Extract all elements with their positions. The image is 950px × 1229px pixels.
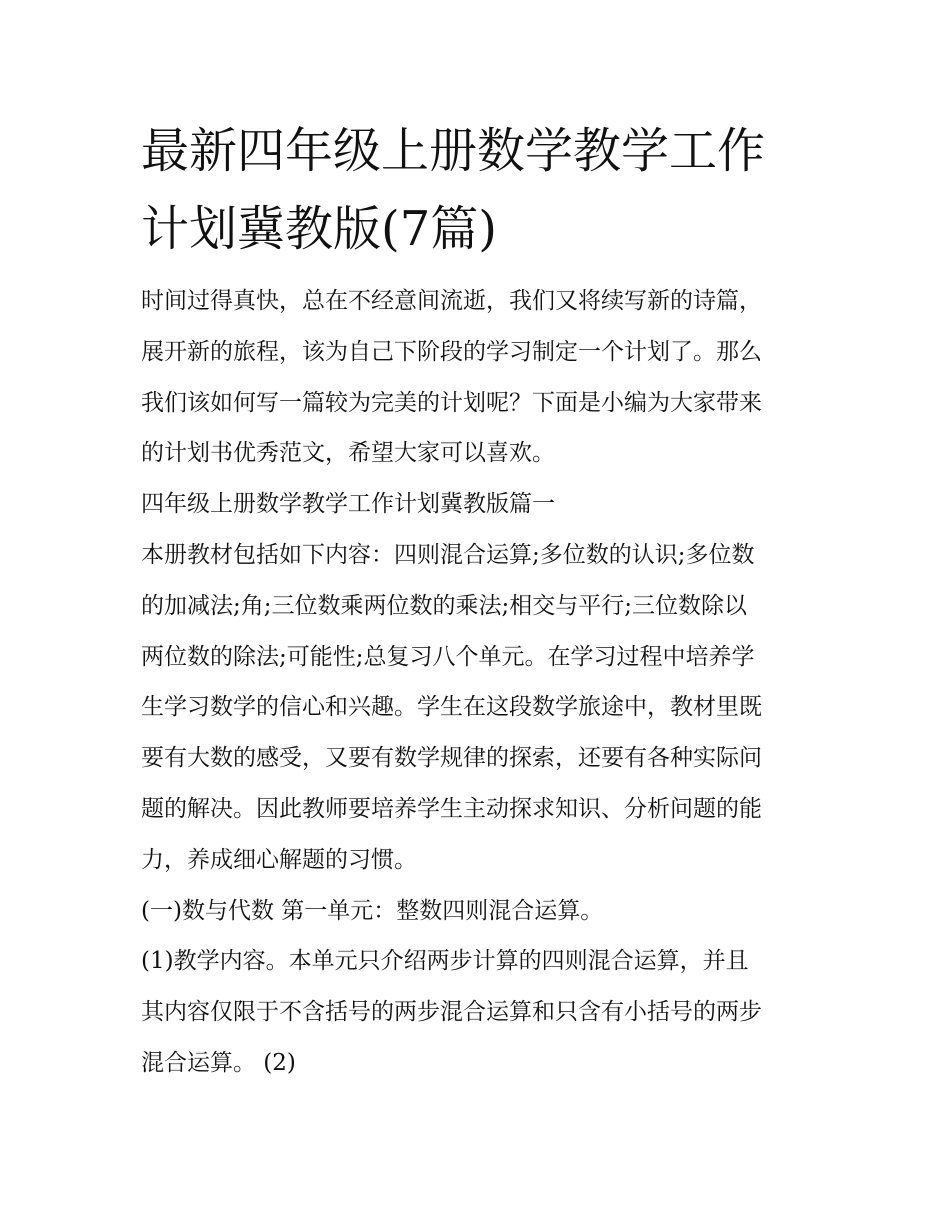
title-line-1: 最新四年级上册数学教学工作 [141, 123, 766, 179]
body-line: (1)教学内容。本单元只介绍两步计算的四则混合运算，并且 [141, 948, 749, 975]
body-line: 展开新的旅程，该为自己下阶段的学习制定一个计划了。那么 [141, 338, 762, 365]
document-title [141, 112, 821, 268]
document-body [141, 276, 821, 1089]
subsection-heading: (一)数与代数 第一单元：整数四则混合运算。 [141, 897, 604, 924]
body-line: 要有大数的感受，又要有数学规律的探索，还要有各种实际问 [141, 745, 762, 772]
body-line: 本册教材包括如下内容：四则混合运算;多位数的认识;多位数 [141, 541, 755, 568]
body-line: 题的解决。因此教师要培养学生主动探求知识、分析问题的能 [141, 795, 762, 822]
body-line: 两位数的除法;可能性;总复习八个单元。在学习过程中培养学 [141, 643, 755, 670]
body-line: 力，养成细心解题的习惯。 [141, 846, 417, 873]
body-line: 的计划书优秀范文，希望大家可以喜欢。 [141, 440, 555, 467]
body-line: 生学习数学的信心和兴趣。学生在这段数学旅途中，教材里既 [141, 694, 762, 721]
body-line: 其内容仅限于不含括号的两步混合运算和只含有小括号的两步 [141, 999, 762, 1026]
title-line-2: 计划冀教版(7篇) [141, 201, 497, 257]
body-line: 我们该如何写一篇较为完美的计划呢？下面是小编为大家带来 [141, 389, 762, 416]
body-line: 的加减法;角;三位数乘两位数的乘法;相交与平行;三位数除以 [141, 592, 747, 619]
body-line: 混合运算。 (2) [141, 1049, 296, 1076]
body-line: 时间过得真快，总在不经意间流逝，我们又将续写新的诗篇， [141, 288, 762, 314]
section-heading: 四年级上册数学教学工作计划冀教版篇一 [141, 491, 555, 518]
